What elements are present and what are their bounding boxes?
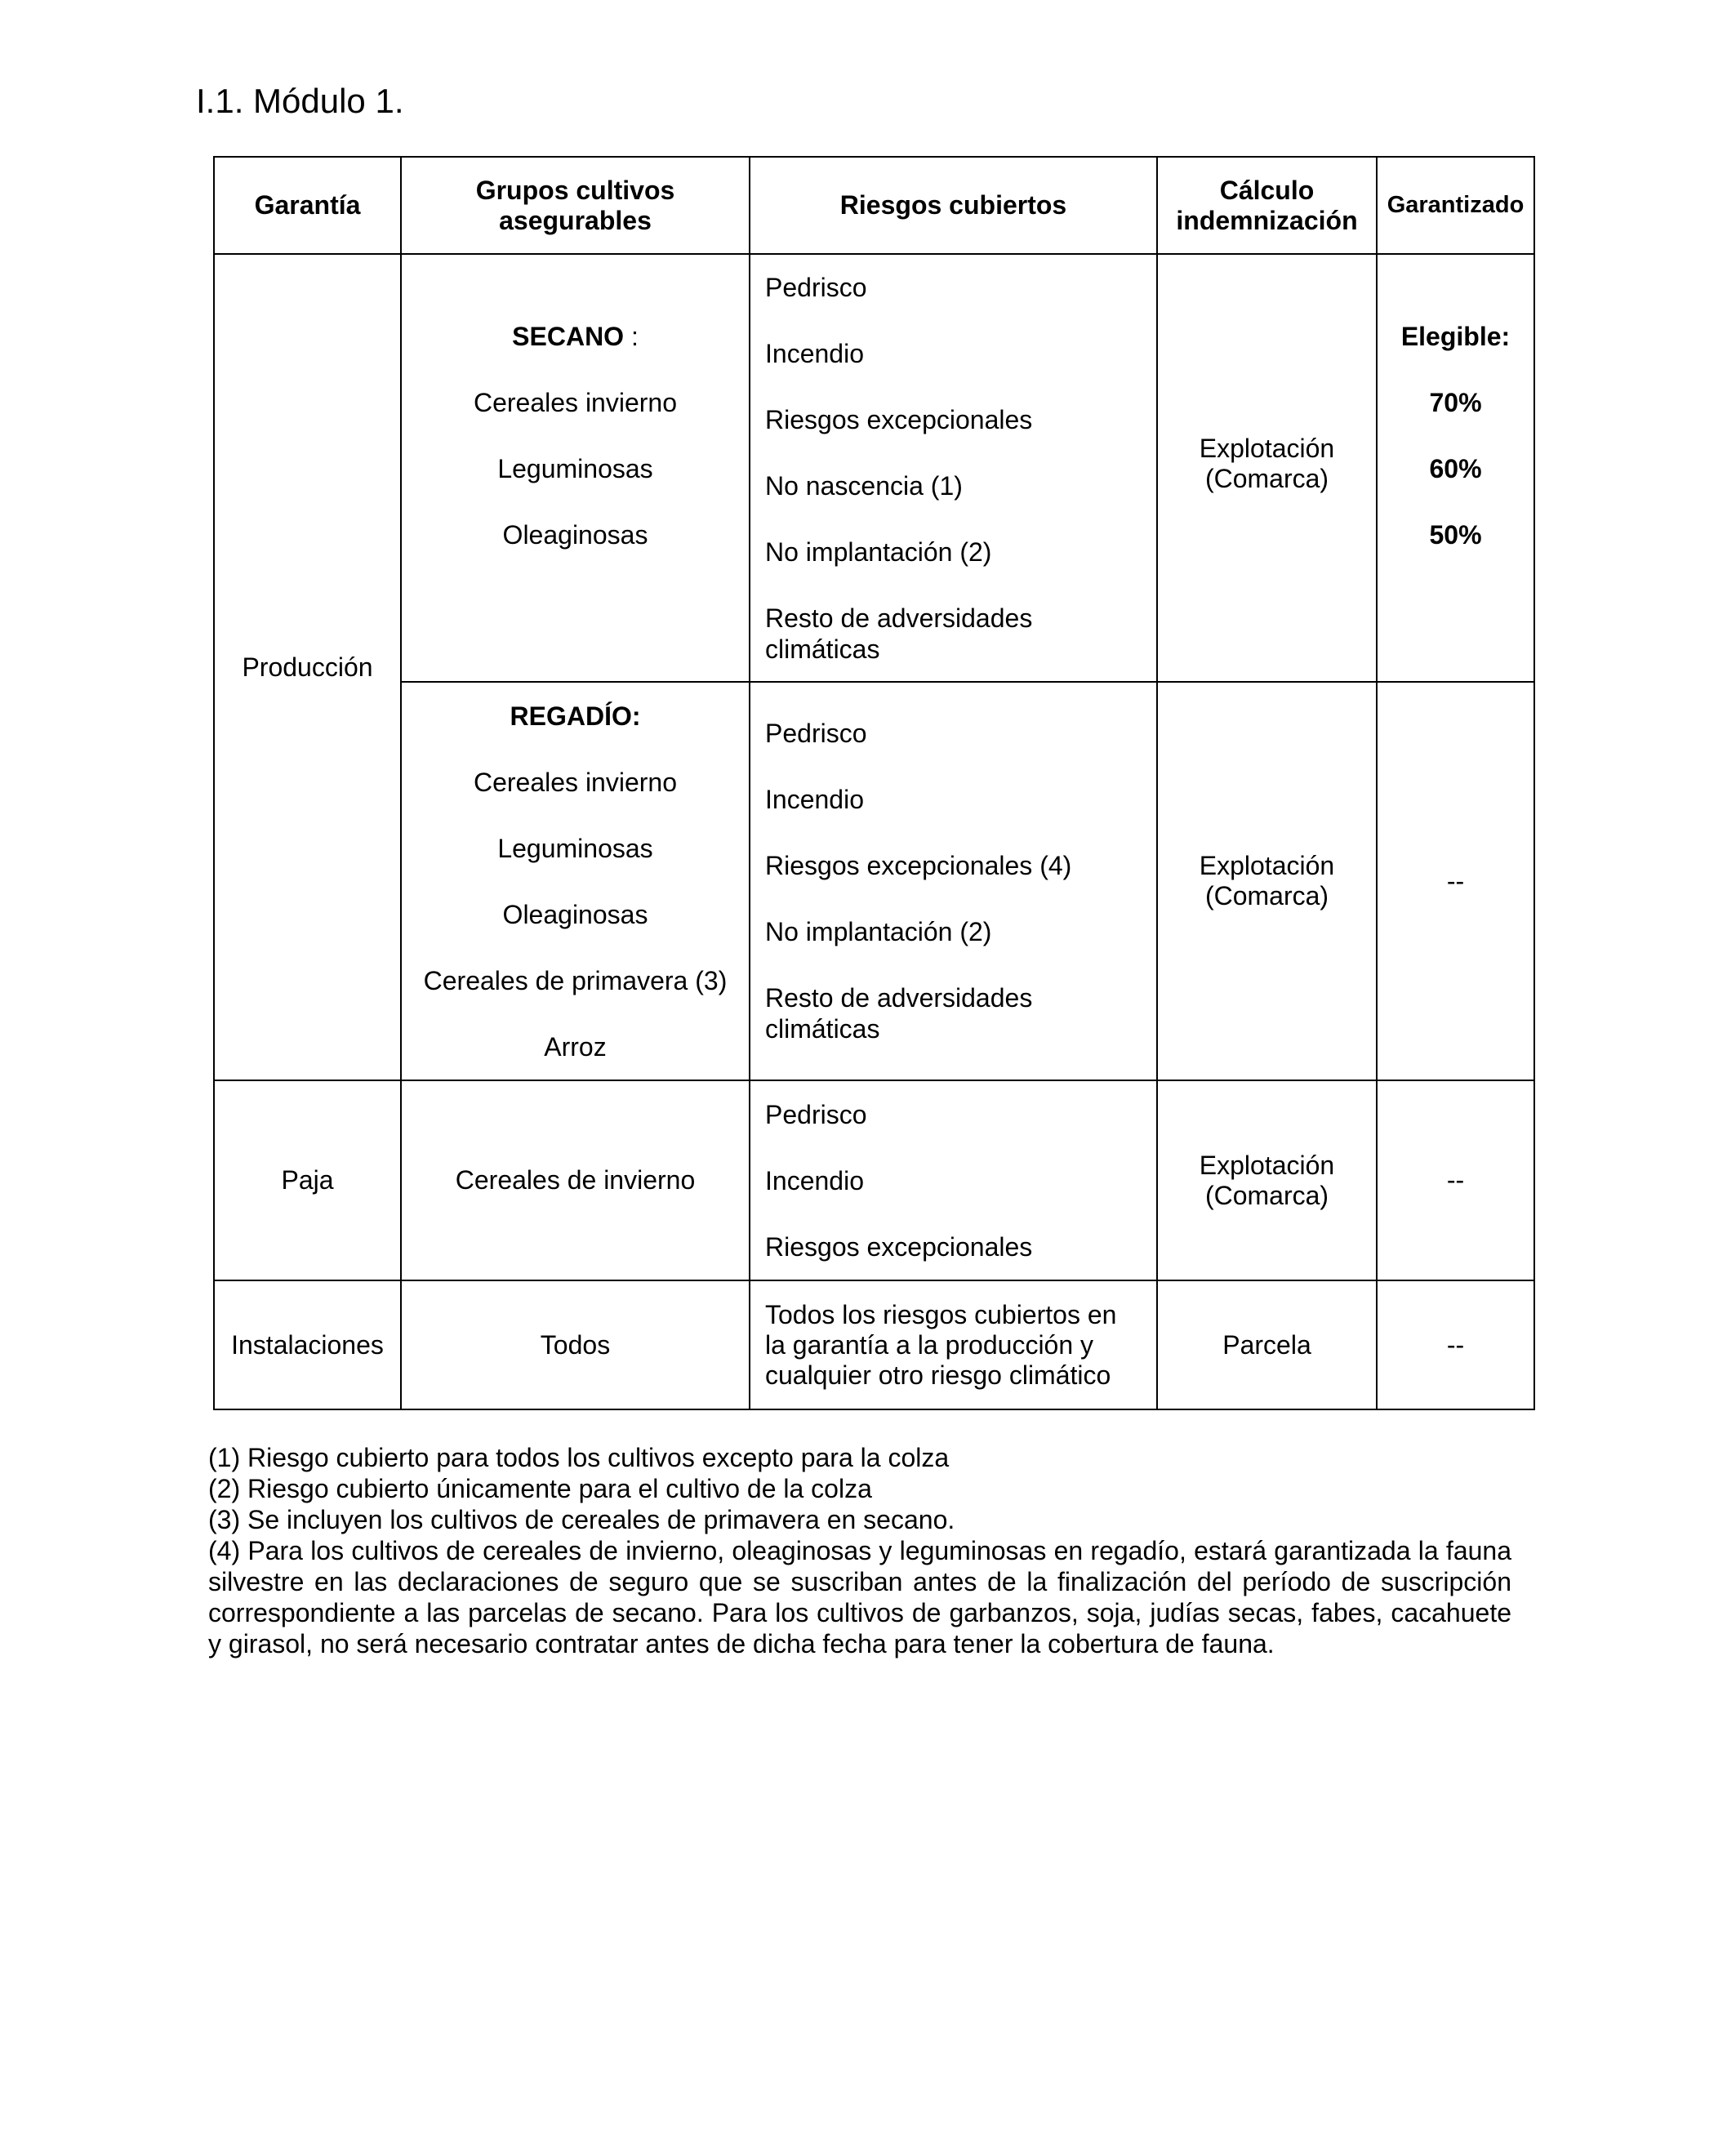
coverage-table (213, 156, 1535, 1410)
footnote: (1) Riesgo cubierto para todos los cultivos excepto para la colza (208, 1443, 950, 1472)
list-item: Pedrisco (765, 719, 867, 748)
cell-secano-calculo: Explotación (Comarca) (1157, 254, 1377, 682)
list-item: Pedrisco (765, 272, 867, 302)
header-garantizado: Garantizado (1377, 157, 1534, 254)
footnote: (2) Riesgo cubierto únicamente para el cultivo de la colza (208, 1474, 872, 1503)
page-title: I.1. Módulo 1. (196, 82, 404, 120)
header-calculo: Cálculo indemnización (1157, 157, 1377, 254)
list-item: Resto de adversidades (765, 983, 1033, 1013)
percent-value: 60% (1429, 453, 1482, 483)
header-garantia: Garantía (214, 157, 401, 254)
list-item: Resto de adversidades (765, 603, 1033, 633)
elegible-label: Elegible: (1400, 321, 1511, 351)
list-item: Pedrisco (765, 1099, 867, 1129)
cell-regadio-risks: Pedrisco Incendio Riesgos excepcionales (4) No implantación (2) Resto de adversidades climáticas (750, 682, 1157, 1080)
list-item: Oleaginosas (502, 519, 648, 550)
list-item: No implantación (2) (765, 536, 992, 567)
percent-value: 70% (1429, 387, 1482, 417)
footnotes (208, 1442, 1511, 1659)
cell-instalaciones-group: Todos (401, 1280, 750, 1409)
cell-paja-risks (750, 1080, 1157, 1280)
cell-regadio-garantizado: -- (1377, 682, 1534, 1080)
list-item: Leguminosas (497, 833, 653, 863)
regadio-title: REGADÍO: (510, 701, 641, 731)
list-item: Leguminosas (497, 453, 653, 483)
cell-instalaciones-calculo: Parcela (1157, 1280, 1377, 1409)
list-item: Riesgos excepcionales (765, 404, 1033, 434)
header-row (214, 157, 1534, 254)
percent-value: 50% (1429, 519, 1482, 550)
list-item: Arroz (544, 1031, 607, 1062)
header-riesgos: Riesgos cubiertos (750, 157, 1157, 254)
list-item: Oleaginosas (502, 899, 648, 929)
list-item: Cereales de primavera (3) (423, 965, 728, 995)
cell-secano-risks: Pedrisco Incendio Riesgos excepcionales No nascencia (1) No implantación (2) Resto de adversidades climáticas (750, 254, 1157, 682)
cell-regadio-calculo: Explotación (Comarca) (1157, 682, 1377, 1080)
row-produccion-secano (214, 254, 1534, 682)
footnote: (3) Se incluyen los cultivos de cereales de primavera en secano. (208, 1505, 955, 1534)
cell-paja: Paja (214, 1080, 401, 1280)
cell-paja-garantizado: -- (1377, 1080, 1534, 1280)
cell-produccion: Producción (214, 254, 401, 1080)
secano-title: SECANO (512, 321, 625, 351)
row-instalaciones (214, 1280, 1534, 1409)
list-item: Incendio (765, 1165, 864, 1195)
list-item: Cereales invierno (473, 387, 677, 417)
list-item: No implantación (2) (765, 917, 992, 946)
header-grupos: Grupos cultivos asegurables (401, 157, 750, 254)
list-item: Incendio (765, 785, 864, 814)
cell-secano-garantizado (1377, 254, 1534, 682)
list-item: Riesgos excepcionales (4) (765, 851, 1072, 880)
cell-instalaciones: Instalaciones (214, 1280, 401, 1409)
cell-secano-groups: SECANO : Cereales invierno Leguminosas Oleaginosas (401, 254, 750, 682)
cell-paja-group: Cereales de invierno (401, 1080, 750, 1280)
row-paja (214, 1080, 1534, 1280)
list-item: Cereales invierno (473, 767, 677, 797)
cell-instalaciones-risks: Todos los riesgos cubiertos en la garantía a la producción y cualquier otro riesgo climático (750, 1280, 1157, 1409)
row-produccion-regadio (214, 682, 1534, 1080)
list-item: No nascencia (1) (765, 470, 963, 501)
cell-paja-calculo: Explotación (Comarca) (1157, 1080, 1377, 1280)
cell-instalaciones-garantizado: -- (1377, 1280, 1534, 1409)
list-item: Incendio (765, 338, 864, 368)
cell-regadio-groups (401, 682, 750, 1080)
footnote: (4) Para los cultivos de cereales de invierno, oleaginosas y leguminosas en regadío, estará garantizada la fauna silvestre en las declaraciones de seguro que se suscriban antes de la finalización del período de suscripción correspondiente a las parcelas de secano. Para los cultivos de garbanzos, soja, judías secas, fabes, cacahuete y girasol, no será necesario contratar antes de dicha fecha para tener la cobertura de fauna. (208, 1536, 1511, 1658)
list-item: Riesgos excepcionales (765, 1231, 1033, 1262)
